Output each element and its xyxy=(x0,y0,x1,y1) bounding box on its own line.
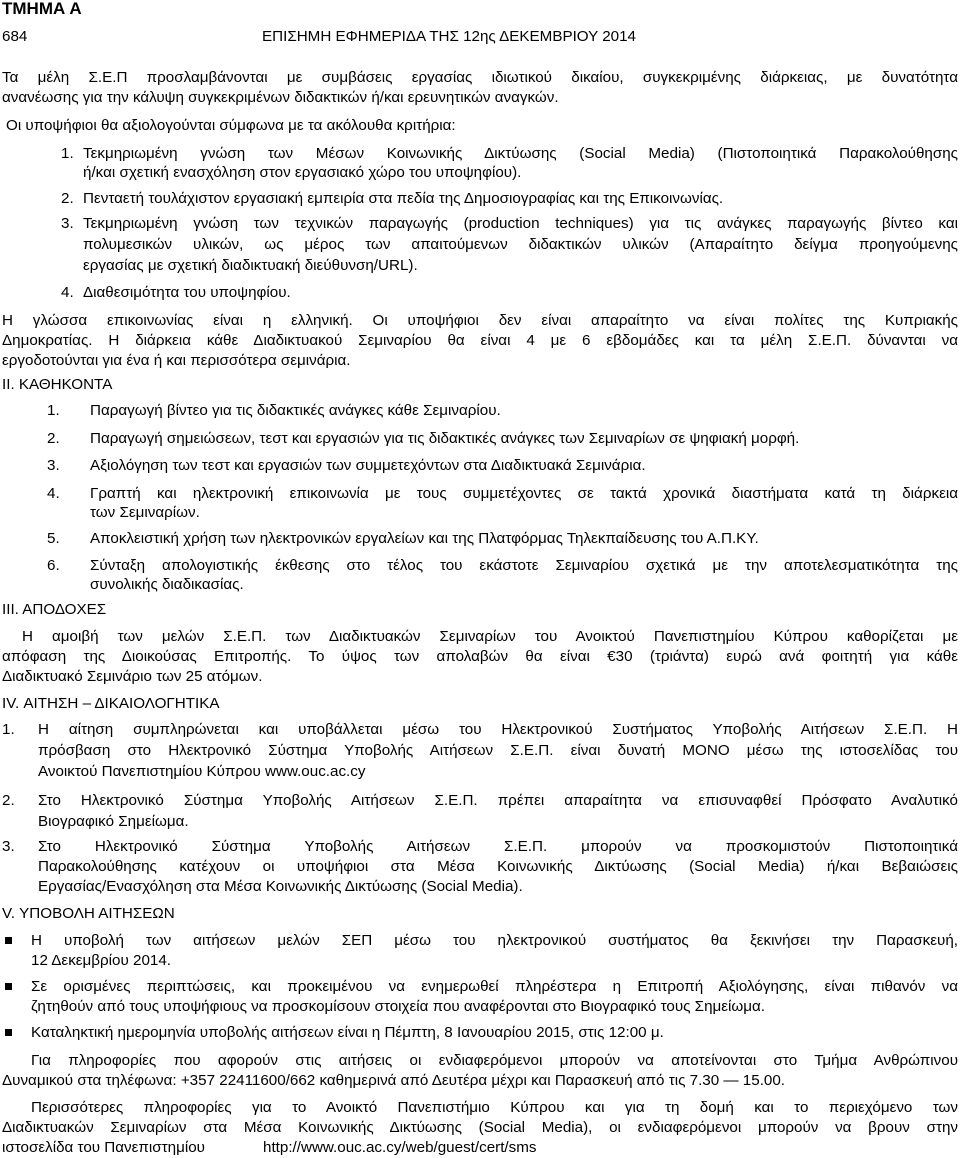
criteria-text: Διαθεσιμότητα του υποψηφίου. xyxy=(83,284,291,301)
criteria-number: 1. xyxy=(61,145,74,162)
application-text: Στο Ηλεκτρονικό Σύστημα Υποβολής Αιτήσεων Σ.Ε.Π. μπορούν να προσκομιστούν Πιστοποιητικά xyxy=(38,838,958,855)
criteria-number: 3. xyxy=(61,215,74,232)
more-info-line: Διαδικτυακών Σεμιναρίων στα Μέσα Κοινωνικής Δικτύωσης (Social Media), οι ενδιαφερόμενοι μπορούν να βρουν στην xyxy=(2,1119,958,1136)
section-heading: ΤΜΗΜΑ Α xyxy=(2,0,82,18)
submission-bullet-text: ζητηθούν από τους υποψήφιους να προσκομίσουν στοιχεία που αναφέρονται στο Βιογραφικό τους Σημείωμα. xyxy=(31,998,766,1015)
application-text: Βιογραφικό Σημείωμα. xyxy=(38,813,189,830)
paragraph-line: Δημοκρατίας. Η διάρκεια κάθε Διαδικτυακού Σεμιναρίου θα είναι 4 με 6 εβδομάδες και τα μέλη Σ.Ε.Π. δύνανται να xyxy=(2,332,958,349)
application-text: πρόσβαση στο Ηλεκτρονικό Σύστημα Υποβολής Αιτήσεων Σ.Ε.Π. είναι δυνατή ΜΟΝΟ μέσω της ιστοσελίδας του xyxy=(38,742,958,759)
submission-bullet-text: Σε ορισμένες περιπτώσεις, και προκειμένου να ενημερωθεί πληρέστερα η Επιτροπή Αξιολόγησης, είναι πιθανόν να xyxy=(31,978,958,995)
duty-text: Σύνταξη απολογιστικής έκθεσης στο τέλος του εκάστοτε Σεμιναρίου σχετικά με την αποτελεσματικότητα της xyxy=(90,557,958,574)
criteria-text: Τεκμηριωμένη γνώση των τεχνικών παραγωγής (production techniques) για τις ανάγκες παραγωγής βίντεο και xyxy=(83,215,958,232)
fees-line: Η αμοιβή των μελών Σ.Ε.Π. των Διαδικτυακών Σεμιναρίων του Ανοικτού Πανεπιστημίου Κύπρου καθορίζεται με xyxy=(22,628,958,645)
criteria-number: 2. xyxy=(61,190,74,207)
section-heading-application: ΙV. ΑΙΤΗΣΗ – ΔΙΚΑΙΟΛΟΓΗΤΙΚΑ xyxy=(2,695,220,712)
application-text: Στο Ηλεκτρονικό Σύστημα Υποβολής Αιτήσεων Σ.Ε.Π. πρέπει απαραίτητα να επισυναφθεί Πρόσφατο Αναλυτικό xyxy=(38,792,958,809)
application-number: 2. xyxy=(2,792,15,809)
fees-line: απόφαση της Διοικούσας Επιτροπής. Το ύψος των απολαβών θα είναι €30 (τριάντα) ευρώ ανά φοιτητή για κάθε xyxy=(2,648,958,665)
section-heading-submission: V. ΥΠΟΒΟΛΗ ΑΙΤΗΣΕΩΝ xyxy=(2,905,175,922)
application-text: Ανοικτού Πανεπιστημίου Κύπρου www.ouc.ac.cy xyxy=(38,763,366,780)
more-info-line: ιστοσελίδα του Πανεπιστημίου xyxy=(2,1139,205,1156)
duty-text: Παραγωγή σημειώσεων, τεστ και εργασιών για τις διδακτικές ανάγκες των Σεμιναρίων σε ψηφιακή μορφή. xyxy=(90,430,800,447)
section-heading-fees: ΙΙΙ. ΑΠΟΔΟΧΕΣ xyxy=(2,601,107,618)
submission-bullet-text: Η υποβολή των αιτήσεων μελών ΣΕΠ μέσω του ηλεκτρονικού συστήματος θα ξεκινήσει την Παρασκευή, xyxy=(31,932,958,949)
application-text: Εργασίας/Ενασχόληση στα Μέσα Κοινωνικής Δικτύωσης (Social Media). xyxy=(38,878,523,895)
duty-text: των Σεμιναρίων. xyxy=(90,504,200,521)
more-info-line: Περισσότερες πληροφορίες για το Ανοικτό Πανεπιστήμιο Κύπρου και για τη δομή και το περιεχόμενο των xyxy=(31,1099,958,1116)
duty-text: Γραπτή και ηλεκτρονική επικοινωνία με τους συμμετέχοντες σε τακτά χρονικά διαστήματα κατά τη διάρκεια xyxy=(90,485,958,502)
criteria-number: 4. xyxy=(61,284,74,301)
duty-number: 2. xyxy=(47,430,60,447)
criteria-text: Τεκμηριωμένη γνώση των Μέσων Κοινωνικής Δικτύωσης (Social Media) (Πιστοποιητικά Παρακολούθησης xyxy=(83,145,958,162)
criteria-intro: Οι υποψήφιοι θα αξιολογούνται σύμφωνα με τα ακόλουθα κριτήρια: xyxy=(6,117,456,134)
bullet-square-icon xyxy=(5,983,12,990)
submission-bullet-text: 12 Δεκεμβρίου 2014. xyxy=(31,952,172,969)
contact-info-line: Δυναμικού στα τηλέφωνα: +357 22411600/662 καθημερινά από Δευτέρα μέχρι και Παρασκευή από τις 7.30 — 15.00. xyxy=(2,1072,786,1089)
paragraph-line: Η γλώσσα επικοινωνίας είναι η ελληνική. Οι υποψήφιοι δεν είναι απαραίτητο να είναι πολίτες της Κυπριακής xyxy=(2,312,958,329)
submission-bullet-text: Καταληκτική ημερομηνία υποβολής αιτήσεων είναι η Πέμπτη, 8 Ιανουαρίου 2015, στις 12:00 μ. xyxy=(31,1024,664,1041)
application-text: Η αίτηση συμπληρώνεται και υποβάλλεται μέσω του Ηλεκτρονικού Συστήματος Υποβολής Αιτήσεων Σ.Ε.Π. Η xyxy=(38,721,958,738)
bullet-square-icon xyxy=(5,1029,12,1036)
criteria-text: πολυμεσικών υλικών, ως μέρος των απαιτούμενων διδακτικών υλικών (Απαραίτητο δείγμα προηγούμενης xyxy=(83,236,958,253)
application-number: 1. xyxy=(2,721,15,738)
duty-number: 4. xyxy=(47,485,60,502)
application-text: Παρακολούθησης κατέχουν οι υποψήφιοι στα Μέσα Κοινωνικής Δικτύωσης (Social Media) ή/και Βεβαιώσεις xyxy=(38,858,958,875)
application-number: 3. xyxy=(2,838,15,855)
duty-text: Αποκλειστική χρήση των ηλεκτρονικών εργαλείων και της Πλατφόρμας Τηλεκπαίδευσης του Α.Π.ΚΥ. xyxy=(90,530,759,547)
criteria-text: ή/και σχετική ενασχόληση στον εργασιακό χώρο του υποψηφίου). xyxy=(83,164,522,181)
page-number: 684 xyxy=(2,28,28,45)
criteria-text: εργασίας με σχετική διαδικτυακή διεύθυνση/URL). xyxy=(83,257,418,274)
duty-number: 3. xyxy=(47,457,60,474)
intro-line: Τα μέλη Σ.Ε.Π προσλαμβάνονται με συμβάσεις εργασίας ιδιωτικού δικαίου, συγκεκριμένης διάρκειας, με δυνατότητα xyxy=(2,69,958,86)
duty-text: Αξιολόγηση των τεστ και εργασιών των συμμετεχόντων στα Διαδικτυακά Σεμινάρια. xyxy=(90,457,646,474)
intro-line: ανανέωσης για την κάλυψη συγκεκριμένων διδακτικών ή/και ερευνητικών αναγκών. xyxy=(2,89,559,106)
gazette-title: ΕΠΙΣΗΜΗ ΕΦΗΜΕΡΙΔΑ ΤΗΣ 12ης ΔΕΚΕΜΒΡΙΟΥ 2014 xyxy=(262,28,636,45)
fees-line: Διαδικτυακό Σεμινάριο των 25 ατόμων. xyxy=(2,668,263,685)
duty-text: Παραγωγή βίντεο για τις διδακτικές ανάγκες κάθε Σεμιναρίου. xyxy=(90,402,501,419)
duty-text: συνολικής διαδικασίας. xyxy=(90,576,244,593)
paragraph-line: εργοδοτούνται για ένα ή και περισσότερα σεμινάρια. xyxy=(2,352,351,369)
duty-number: 5. xyxy=(47,530,60,547)
contact-info-line: Για πληροφορίες που αφορούν στις αιτήσεις οι ενδιαφερόμενοι μπορούν να αποτείνονται στο Τμήμα Ανθρώπινου xyxy=(31,1052,958,1069)
duty-number: 1. xyxy=(47,402,60,419)
section-heading-duties: ΙΙ. ΚΑΘΗΚΟΝΤΑ xyxy=(2,376,113,393)
bullet-square-icon xyxy=(5,937,12,944)
university-url-link[interactable]: http://www.ouc.ac.cy/web/guest/cert/sms xyxy=(263,1139,537,1156)
duty-number: 6. xyxy=(47,557,60,574)
criteria-text: Πενταετή τουλάχιστον εργασιακή εμπειρία στα πεδία της Δημοσιογραφίας και της Επικοινωνίας. xyxy=(83,190,724,207)
